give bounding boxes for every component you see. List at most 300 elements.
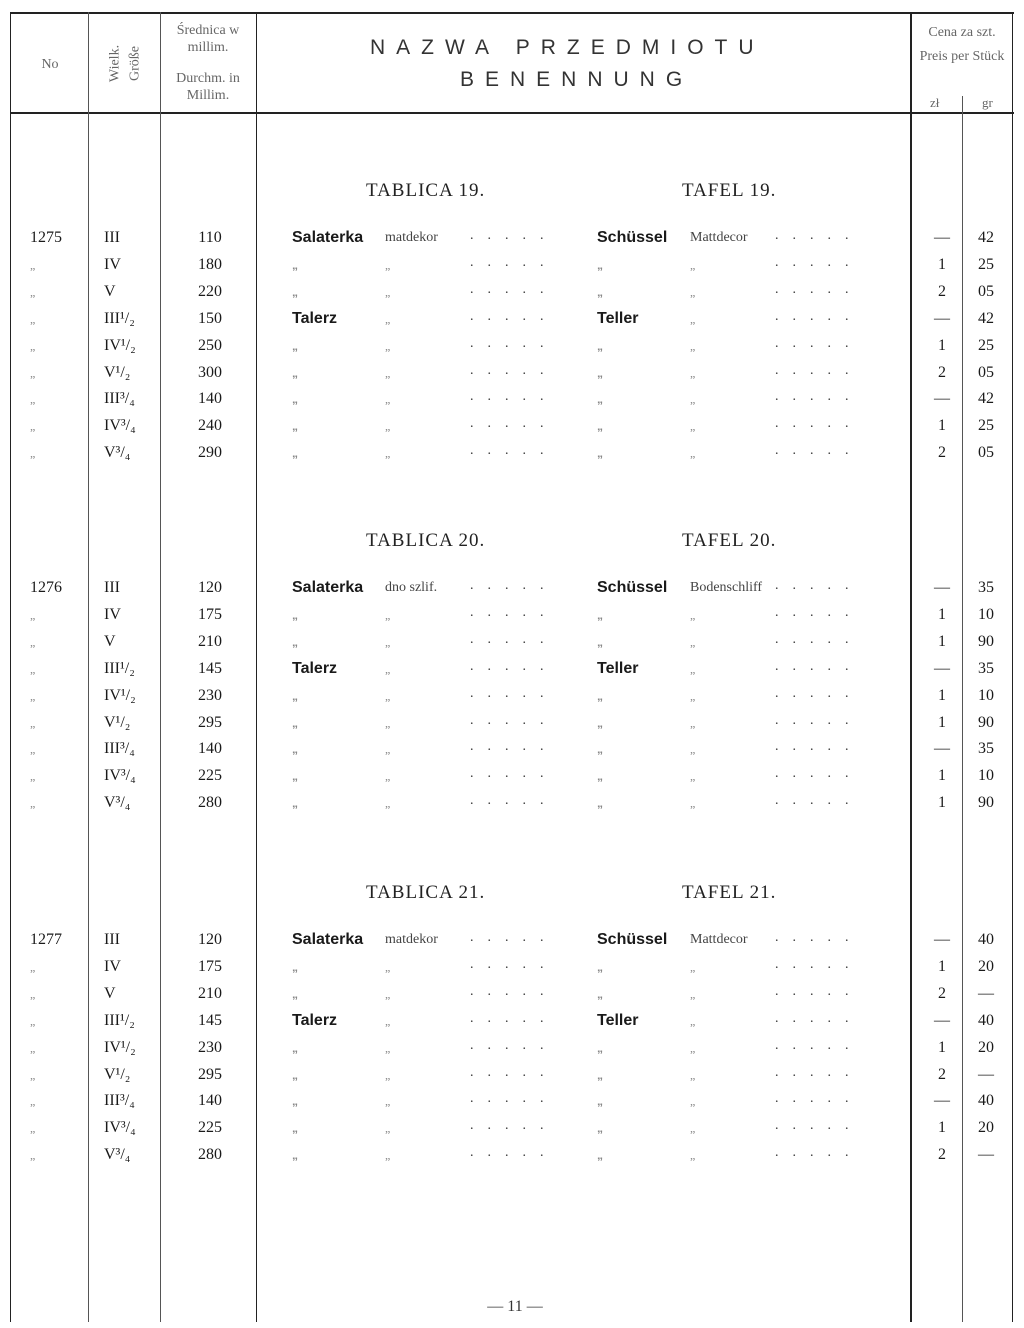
- row-number: „: [30, 1040, 36, 1055]
- row-diameter: 120: [198, 579, 222, 596]
- row-desc-pl: „: [385, 365, 391, 380]
- leader-dots: .....: [775, 1091, 863, 1107]
- row-name-pl: „: [292, 1067, 298, 1082]
- row-price-zl: —: [934, 1011, 950, 1029]
- row-price-zl: 1: [938, 767, 946, 785]
- leader-dots: .....: [775, 389, 863, 405]
- row-price-zl: 1: [938, 1119, 946, 1137]
- leader-dots: .....: [775, 1145, 863, 1161]
- row-desc-de: Mattdecor: [690, 932, 748, 947]
- row-desc-de: „: [690, 1148, 696, 1163]
- row-desc-pl: „: [385, 769, 391, 784]
- row-size: III¹/₂: [104, 309, 135, 327]
- row-desc-pl: „: [385, 338, 391, 353]
- row-number: „: [30, 284, 36, 299]
- tafel-title: TAFEL 20.: [682, 530, 777, 551]
- row-name-de: „: [597, 986, 603, 1001]
- leader-dots: .....: [470, 658, 558, 674]
- header-name-pl: NAZWA PRZEDMIOTU: [370, 36, 765, 59]
- row-price-zl: 1: [938, 713, 946, 731]
- leader-dots: .....: [775, 631, 863, 647]
- header-diam-de: Durchm. in Millim.: [176, 71, 240, 103]
- row-desc-pl: „: [385, 446, 391, 461]
- row-diameter: 140: [198, 740, 222, 758]
- row-number: 1275: [30, 229, 62, 246]
- row-number: „: [30, 338, 36, 353]
- row-name-de: Teller: [597, 659, 639, 677]
- row-name-pl: „: [292, 392, 298, 407]
- row-size: V: [104, 632, 116, 650]
- row-desc-pl: „: [385, 796, 391, 811]
- leader-dots: .....: [775, 308, 863, 324]
- row-diameter: 300: [198, 363, 222, 381]
- header-size-pl: Wielk.: [107, 44, 123, 83]
- row-price-gr: 05: [978, 363, 994, 381]
- row-price-zl: —: [934, 659, 950, 677]
- row-name-pl: Talerz: [292, 309, 338, 327]
- row-diameter: 290: [198, 444, 222, 462]
- row-price-gr: 20: [978, 1119, 994, 1137]
- row-desc-de: „: [690, 742, 696, 757]
- leader-dots: .....: [775, 254, 863, 270]
- row-number: „: [30, 446, 36, 461]
- row-number: „: [30, 419, 36, 434]
- row-name-de: „: [597, 365, 603, 380]
- row-desc-pl: „: [385, 986, 391, 1001]
- col-line-right: [1012, 12, 1013, 1322]
- row-desc-pl: matdekor: [385, 230, 438, 245]
- row-price-zl: —: [934, 1092, 950, 1110]
- row-number: „: [30, 1121, 36, 1136]
- row-price-zl: 1: [938, 336, 946, 354]
- row-name-de: Schüssel: [597, 931, 668, 948]
- row-name-pl: „: [292, 257, 298, 272]
- leader-dots: .....: [470, 930, 558, 945]
- row-price-gr: 10: [978, 767, 994, 785]
- row-name-pl: „: [292, 338, 298, 353]
- row-diameter: 295: [198, 1065, 222, 1083]
- row-name-de: „: [597, 338, 603, 353]
- row-name-pl: „: [292, 365, 298, 380]
- row-price-zl: 1: [938, 1038, 946, 1056]
- row-desc-de: „: [690, 1067, 696, 1082]
- row-desc-pl: „: [385, 634, 391, 649]
- row-number: „: [30, 1148, 36, 1163]
- row-price-gr: 90: [978, 794, 994, 812]
- row-price-gr: 20: [978, 1038, 994, 1056]
- row-diameter: 150: [198, 309, 222, 327]
- row-price-zl: 1: [938, 957, 946, 975]
- row-diameter: 145: [198, 1011, 222, 1029]
- row-desc-de: „: [690, 607, 696, 622]
- row-size: V: [104, 984, 116, 1002]
- row-desc-de: „: [690, 688, 696, 703]
- row-desc-de: „: [690, 1121, 696, 1136]
- tafel-title: TAFEL 21.: [682, 882, 777, 903]
- row-price-zl: 2: [938, 984, 946, 1002]
- row-desc-de: „: [690, 311, 696, 326]
- row-price-zl: 2: [938, 444, 946, 462]
- row-desc-pl: „: [385, 742, 391, 757]
- row-price-gr: —: [978, 1065, 994, 1083]
- leader-dots: .....: [470, 685, 558, 701]
- row-name-de: „: [597, 1067, 603, 1082]
- row-size: V³/₄: [104, 794, 131, 812]
- row-desc-de: „: [690, 419, 696, 434]
- row-size: III: [104, 229, 120, 246]
- row-size: V³/₄: [104, 1146, 131, 1164]
- tablica-title: TABLICA 20.: [366, 530, 486, 551]
- row-price-gr: 25: [978, 336, 994, 354]
- row-price-zl: 1: [938, 686, 946, 704]
- row-price-gr: 25: [978, 417, 994, 435]
- row-price-gr: 42: [978, 390, 994, 408]
- row-price-gr: 90: [978, 632, 994, 650]
- row-price-zl: —: [934, 740, 950, 758]
- row-size: IV¹/₂: [104, 336, 136, 354]
- row-number: 1277: [30, 931, 62, 948]
- header-price-de: Preis per Stück: [919, 49, 1005, 64]
- row-number: „: [30, 769, 36, 784]
- row-name-de: „: [597, 1148, 603, 1163]
- row-name-pl: „: [292, 715, 298, 730]
- leader-dots: .....: [775, 712, 863, 728]
- row-diameter: 140: [198, 1092, 222, 1110]
- row-diameter: 120: [198, 931, 222, 948]
- leader-dots: .....: [775, 1064, 863, 1080]
- row-desc-de: „: [690, 634, 696, 649]
- leader-dots: .....: [775, 658, 863, 674]
- row-price-zl: 2: [938, 282, 946, 300]
- row-diameter: 230: [198, 686, 222, 704]
- row-price-gr: 90: [978, 713, 994, 731]
- row-size: V¹/₂: [104, 713, 131, 731]
- row-diameter: 180: [198, 255, 222, 273]
- row-desc-de: Bodenschliff: [690, 580, 763, 595]
- leader-dots: .....: [470, 308, 558, 324]
- row-price-zl: 1: [938, 632, 946, 650]
- col-line-no: [88, 12, 89, 1322]
- row-diameter: 280: [198, 794, 222, 812]
- row-name-de: „: [597, 392, 603, 407]
- row-price-gr: 25: [978, 255, 994, 273]
- row-desc-pl: „: [385, 1040, 391, 1055]
- row-number: „: [30, 607, 36, 622]
- row-name-pl: „: [292, 1148, 298, 1163]
- row-size: IV: [104, 957, 121, 975]
- row-price-gr: 40: [978, 931, 994, 948]
- row-name-pl: Salaterka: [292, 931, 364, 948]
- row-desc-pl: „: [385, 311, 391, 326]
- row-price-zl: 2: [938, 363, 946, 381]
- row-size: IV³/₄: [104, 767, 136, 785]
- row-price-zl: 1: [938, 605, 946, 623]
- row-number: „: [30, 715, 36, 730]
- row-size: III³/₄: [104, 390, 135, 408]
- leader-dots: .....: [775, 281, 863, 297]
- row-price-zl: —: [934, 229, 950, 246]
- row-name-pl: „: [292, 1121, 298, 1136]
- row-number: „: [30, 986, 36, 1001]
- leader-dots: .....: [470, 281, 558, 297]
- leader-dots: .....: [470, 1091, 558, 1107]
- row-diameter: 225: [198, 767, 222, 785]
- leader-dots: .....: [775, 362, 863, 378]
- leader-dots: .....: [775, 956, 863, 972]
- tablica-title: TABLICA 19.: [366, 180, 486, 201]
- row-number: „: [30, 796, 36, 811]
- row-number: „: [30, 634, 36, 649]
- leader-dots: .....: [470, 443, 558, 459]
- row-name-pl: „: [292, 959, 298, 974]
- row-size: V: [104, 282, 116, 300]
- header-name-de: BENENNUNG: [460, 68, 694, 91]
- leader-dots: .....: [470, 1145, 558, 1161]
- row-size: III: [104, 931, 120, 948]
- leader-dots: .....: [775, 1118, 863, 1134]
- row-price-zl: 2: [938, 1065, 946, 1083]
- row-size: III¹/₂: [104, 659, 135, 677]
- leader-dots: .....: [775, 983, 863, 999]
- leader-dots: .....: [775, 930, 863, 945]
- row-price-zl: 2: [938, 1146, 946, 1164]
- row-desc-de: „: [690, 446, 696, 461]
- row-number: „: [30, 959, 36, 974]
- leader-dots: .....: [775, 335, 863, 351]
- leader-dots: .....: [775, 578, 863, 593]
- row-price-zl: —: [934, 309, 950, 327]
- row-name-de: „: [597, 284, 603, 299]
- row-name-de: „: [597, 688, 603, 703]
- row-price-gr: 40: [978, 1092, 994, 1110]
- page-number: — 11 —: [487, 1298, 543, 1315]
- leader-dots: .....: [470, 335, 558, 351]
- leader-dots: .....: [470, 1037, 558, 1053]
- row-desc-pl: „: [385, 1013, 391, 1028]
- header-no: No: [41, 57, 59, 72]
- leader-dots: .....: [775, 1037, 863, 1053]
- row-desc-pl: „: [385, 257, 391, 272]
- row-diameter: 240: [198, 417, 222, 435]
- row-name-de: „: [597, 796, 603, 811]
- col-line-left: [10, 12, 11, 1322]
- row-desc-pl: dno szlif.: [385, 580, 438, 595]
- row-name-de: „: [597, 634, 603, 649]
- row-name-pl: Talerz: [292, 1011, 338, 1029]
- row-desc-pl: „: [385, 1094, 391, 1109]
- leader-dots: .....: [470, 228, 558, 243]
- header-price-pl: Cena za szt.: [928, 25, 996, 40]
- row-diameter: 175: [198, 605, 222, 623]
- row-size: IV¹/₂: [104, 1038, 136, 1056]
- row-price-gr: 42: [978, 309, 994, 327]
- row-desc-de: „: [690, 715, 696, 730]
- row-diameter: 230: [198, 1038, 222, 1056]
- row-name-pl: „: [292, 1094, 298, 1109]
- row-price-zl: 1: [938, 417, 946, 435]
- row-name-pl: „: [292, 688, 298, 703]
- row-name-de: Schüssel: [597, 579, 668, 596]
- leader-dots: .....: [775, 685, 863, 701]
- row-size: V¹/₂: [104, 363, 131, 381]
- row-price-gr: 05: [978, 282, 994, 300]
- leader-dots: .....: [470, 766, 558, 782]
- row-name-de: Teller: [597, 309, 639, 327]
- leader-dots: .....: [470, 712, 558, 728]
- row-number: „: [30, 1013, 36, 1028]
- row-price-gr: 40: [978, 1011, 994, 1029]
- leader-dots: .....: [775, 228, 863, 243]
- row-diameter: 280: [198, 1146, 222, 1164]
- row-name-pl: „: [292, 607, 298, 622]
- row-desc-pl: „: [385, 1121, 391, 1136]
- leader-dots: .....: [775, 739, 863, 755]
- row-size: IV³/₄: [104, 1119, 136, 1137]
- row-diameter: 210: [198, 632, 222, 650]
- row-number: „: [30, 1067, 36, 1082]
- row-price-gr: 20: [978, 957, 994, 975]
- row-price-gr: —: [978, 1146, 994, 1164]
- row-desc-pl: „: [385, 419, 391, 434]
- header-size-de: Größe: [127, 46, 143, 81]
- row-number: „: [30, 661, 36, 676]
- col-line-diam: [256, 12, 257, 1322]
- leader-dots: .....: [470, 389, 558, 405]
- row-desc-pl: matdekor: [385, 932, 438, 947]
- row-price-zl: —: [934, 579, 950, 596]
- leader-dots: .....: [470, 416, 558, 432]
- row-desc-de: „: [690, 338, 696, 353]
- row-diameter: 295: [198, 713, 222, 731]
- header-diam-pl: Średnica w millim.: [176, 23, 240, 55]
- row-size: IV³/₄: [104, 417, 136, 435]
- row-number: „: [30, 742, 36, 757]
- row-name-pl: „: [292, 986, 298, 1001]
- row-desc-de: „: [690, 365, 696, 380]
- leader-dots: .....: [775, 443, 863, 459]
- row-name-pl: „: [292, 769, 298, 784]
- row-desc-de: „: [690, 284, 696, 299]
- tablica-title: TABLICA 21.: [366, 882, 486, 903]
- row-desc-pl: „: [385, 392, 391, 407]
- row-size: III³/₄: [104, 740, 135, 758]
- leader-dots: .....: [775, 604, 863, 620]
- leader-dots: .....: [470, 1010, 558, 1026]
- row-price-zl: —: [934, 931, 950, 948]
- row-desc-pl: „: [385, 959, 391, 974]
- row-size: III³/₄: [104, 1092, 135, 1110]
- leader-dots: .....: [470, 956, 558, 972]
- row-desc-pl: „: [385, 607, 391, 622]
- row-size: III: [104, 579, 120, 596]
- row-desc-pl: „: [385, 715, 391, 730]
- leader-dots: .....: [470, 1118, 558, 1134]
- row-size: IV: [104, 605, 121, 623]
- row-price-gr: 42: [978, 229, 994, 246]
- row-name-pl: „: [292, 419, 298, 434]
- row-name-de: Schüssel: [597, 229, 668, 246]
- row-number: „: [30, 688, 36, 703]
- leader-dots: .....: [775, 416, 863, 432]
- row-diameter: 210: [198, 984, 222, 1002]
- row-price-gr: 35: [978, 740, 994, 758]
- header-unit-gr: gr: [982, 95, 993, 110]
- row-name-de: „: [597, 769, 603, 784]
- row-name-de: „: [597, 1040, 603, 1055]
- row-number: „: [30, 392, 36, 407]
- leader-dots: .....: [470, 362, 558, 378]
- row-size: IV: [104, 255, 121, 273]
- row-number: „: [30, 1094, 36, 1109]
- row-desc-de: „: [690, 661, 696, 676]
- row-name-de: „: [597, 257, 603, 272]
- row-name-de: Teller: [597, 1011, 639, 1029]
- row-name-de: „: [597, 419, 603, 434]
- row-diameter: 110: [198, 229, 222, 246]
- row-size: IV¹/₂: [104, 686, 136, 704]
- row-desc-pl: „: [385, 1067, 391, 1082]
- header-unit-zl: zł: [930, 95, 940, 110]
- leader-dots: .....: [470, 1064, 558, 1080]
- row-name-pl: „: [292, 284, 298, 299]
- row-name-pl: „: [292, 634, 298, 649]
- row-number: „: [30, 311, 36, 326]
- row-price-gr: —: [978, 984, 994, 1002]
- row-size: III¹/₂: [104, 1011, 135, 1029]
- row-desc-pl: „: [385, 688, 391, 703]
- row-name-pl: „: [292, 742, 298, 757]
- row-name-pl: „: [292, 1040, 298, 1055]
- row-price-gr: 35: [978, 659, 994, 677]
- row-name-de: „: [597, 446, 603, 461]
- leader-dots: .....: [470, 578, 558, 593]
- row-name-pl: Salaterka: [292, 229, 364, 246]
- row-price-zl: 1: [938, 255, 946, 273]
- col-line-name: [910, 12, 912, 1322]
- row-desc-pl: „: [385, 1148, 391, 1163]
- row-price-gr: 05: [978, 444, 994, 462]
- row-name-de: „: [597, 715, 603, 730]
- row-name-pl: „: [292, 796, 298, 811]
- row-desc-pl: „: [385, 661, 391, 676]
- row-desc-de: „: [690, 986, 696, 1001]
- row-name-pl: Talerz: [292, 659, 338, 677]
- row-desc-de: „: [690, 769, 696, 784]
- row-diameter: 140: [198, 390, 222, 408]
- row-desc-de: „: [690, 959, 696, 974]
- row-name-pl: „: [292, 446, 298, 461]
- row-size: V³/₄: [104, 444, 131, 462]
- leader-dots: .....: [470, 604, 558, 620]
- row-name-de: „: [597, 1121, 603, 1136]
- row-price-zl: 1: [938, 794, 946, 812]
- row-desc-de: „: [690, 1094, 696, 1109]
- row-price-zl: —: [934, 390, 950, 408]
- leader-dots: .....: [470, 254, 558, 270]
- row-desc-de: „: [690, 1040, 696, 1055]
- row-number: 1276: [30, 579, 62, 596]
- row-diameter: 225: [198, 1119, 222, 1137]
- row-desc-pl: „: [385, 284, 391, 299]
- leader-dots: .....: [775, 766, 863, 782]
- leader-dots: .....: [775, 793, 863, 809]
- row-diameter: 220: [198, 282, 222, 300]
- row-size: V¹/₂: [104, 1065, 131, 1083]
- leader-dots: .....: [470, 793, 558, 809]
- tafel-title: TAFEL 19.: [682, 180, 777, 201]
- row-desc-de: „: [690, 257, 696, 272]
- leader-dots: .....: [775, 1010, 863, 1026]
